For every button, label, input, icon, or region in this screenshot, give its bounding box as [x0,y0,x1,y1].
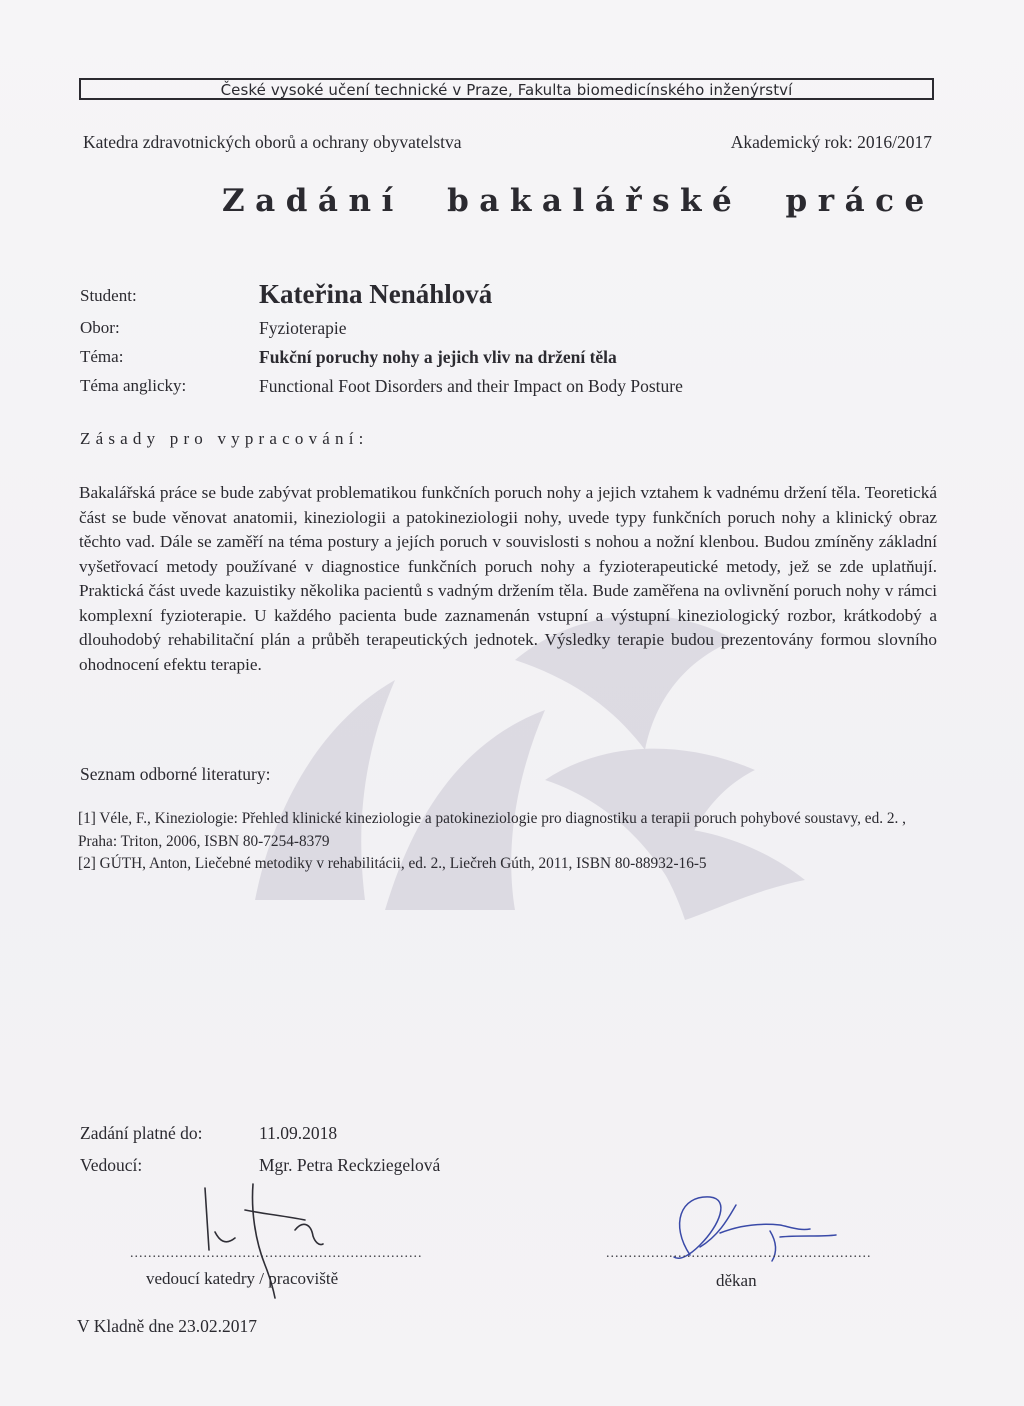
literature-item: [2] GÚTH, Anton, Liečebné metodiky v rehabilitácii, ed. 2., Liečreh Gúth, 2011, ISBN 80-88932-16-5 [78,855,707,872]
literature-item: [1] Véle, F., Kineziologie: Přehled klinické kineziologie a patokineziologie pro diagnostiku a terapii poruch pohybové soustavy, ed. 2. , Praha: Triton, 2006, ISBN 80-7254-8379 [78,810,907,850]
signature-line-right: ........................................................... [606,1246,872,1261]
department-name: Katedra zdravotnických oborů a ochrany obyvatelstva [83,132,462,152]
signature-label-right: děkan [716,1271,757,1290]
signature-label-left: vedoucí katedry / pracoviště [146,1269,339,1288]
tema-en-label: Téma anglicky: [80,376,187,395]
literature-heading: Seznam odborné literatury: [80,764,271,784]
valid-until-value: 11.09.2018 [259,1123,338,1143]
signature-line-left: ................................................................. [130,1246,423,1261]
tema-label: Téma: [80,347,124,366]
page-title: Zadání bakalářské práce [222,183,935,219]
place-and-date: V Kladně dne 23.02.2017 [77,1316,257,1336]
institution-header: České vysoké učení technické v Praze, Fakulta biomedicínského inženýrství [79,78,934,100]
supervisor-label: Vedoucí: [80,1155,143,1175]
supervisor-value: Mgr. Petra Reckziegelová [259,1155,441,1175]
literature-list [78,808,908,876]
student-label: Student: [80,286,137,305]
obor-value: Fyzioterapie [259,318,347,338]
tema-value: Fukční poruchy nohy a jejich vliv na držení těla [259,347,617,367]
student-name: Kateřina Nenáhlová [259,279,493,309]
guidelines-text: Bakalářská práce se bude zabývat problematikou funkčních poruch nohy a jejich vztahem k vadnému držení těla. Teoretická část se bude věnovat anatomii, kineziologii a patokineziologii nohy, uvede typy funkčních poruch nohy a klinický obraz těchto vad. Dále se zaměří na téma postury a jejích poruch v souvislosti s nohou a nožní klenbou. Budou zmíněny základní vyšetřovací metody používané v diagnostice funkčních poruch nohy a fyzioterapeutické metody, jež se zde uplatňují. Praktická část uvede kazuistiky několika pacientů s vadným držením těla. Bude zaměřena na ovlivnění poruch nohy v rámci komplexní fyzioterapie. U každého pacienta bude zaznamenán vstupní a výstupní kineziologický rozbor, krátkodobý a dlouhodobý rehabilitační plán a průběh terapeutických jednotek. Výsledky terapie budou prezentovány formou slovního ohodnocení efektu terapie. [79,483,937,674]
tema-en-value: Functional Foot Disorders and their Impact on Body Posture [259,376,683,396]
valid-until-label: Zadání platné do: [80,1123,203,1143]
obor-label: Obor: [80,318,120,337]
academic-year: Akademický rok: 2016/2017 [730,132,932,152]
guidelines-heading: Zásady pro vypracování: [80,429,369,448]
